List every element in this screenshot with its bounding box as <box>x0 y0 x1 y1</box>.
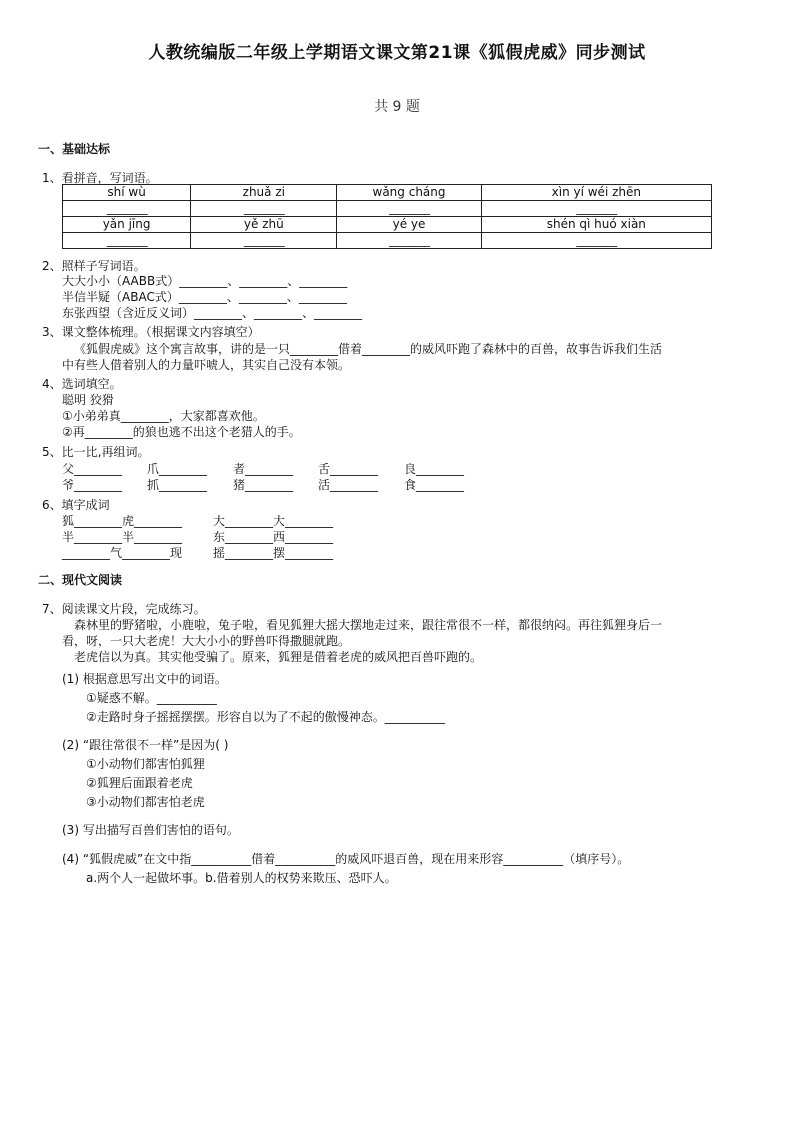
answer-blank[interactable]: ________ <box>337 201 481 217</box>
q7-sub1: (1) 根据意思写出文中的词语。 <box>62 672 227 686</box>
answer-blank[interactable]: ________ <box>63 201 191 217</box>
pinyin-row <box>63 217 712 233</box>
answer-blank[interactable]: ________ <box>191 201 337 217</box>
q2-line: 东张西望（含近反义词）________、________、________ <box>62 306 363 320</box>
q5-item: 活________ <box>318 478 379 492</box>
q6-item: 大________大________ <box>213 514 334 528</box>
question-count: 共 9 题 <box>374 99 420 115</box>
answer-blank[interactable]: ________ <box>481 233 711 249</box>
q5-item: 爷________ <box>62 478 123 492</box>
section-heading-basics: 一、基础达标 <box>38 142 111 156</box>
q6-item: 摇________摆________ <box>213 546 334 560</box>
q4-prompt: 4、选词填空。 <box>42 377 122 391</box>
q5-prompt: 5、比一比,再组词。 <box>42 445 150 459</box>
page-title: 人教统编版二年级上学期语文课文第21课《狐假虎威》同步测试 <box>148 43 646 63</box>
q6-item: 半________半________ <box>62 530 183 544</box>
q3-line: 中有些人借着别人的力量吓唬人，其实自己没有本领。 <box>62 358 351 372</box>
pinyin-cell: yǎn jīng <box>63 217 191 233</box>
pinyin-cell: xìn yí wéi zhēn <box>481 185 711 201</box>
q6-item: 东________西________ <box>213 530 334 544</box>
q6-prompt: 6、填字成词 <box>42 498 110 512</box>
q5-item: 抓________ <box>147 478 208 492</box>
answer-blank[interactable]: ________ <box>63 233 191 249</box>
q4-word-choices: 聪明 狡猾 <box>62 393 114 407</box>
q7-sub3: (3) 写出描写百兽们害怕的语句。 <box>62 823 239 837</box>
q3-prompt: 3、课文整体梳理。（根据课文内容填空） <box>42 325 260 339</box>
q7-passage: 森林里的野猪啦，小鹿啦，兔子啦，看见狐狸大摇大摆地走过来，跟往常很不一样，都很纳闷。再往狐狸身后一 <box>74 618 663 632</box>
q1-prompt: 1、看拼音，写词语。 <box>42 171 158 185</box>
q6-item: ________气________现 <box>62 546 183 560</box>
section-heading-reading: 二、现代文阅读 <box>38 573 123 587</box>
q5-item: 食________ <box>404 478 465 492</box>
answer-row <box>63 233 712 249</box>
q2-line: 半信半疑（ABAC式）________、________、________ <box>62 290 347 304</box>
q7-sub2: (2) “跟往常很不一样”是因为( ) <box>62 738 229 752</box>
q5-item: 父________ <box>62 462 123 476</box>
q4-line: ②再________的狼也逃不出这个老猎人的手。 <box>62 425 301 439</box>
q7-sub4-options: a.两个人一起做坏事。b.借着别人的权势来欺压、恐吓人。 <box>86 871 397 885</box>
q6-item: 狐________虎________ <box>62 514 183 528</box>
pinyin-row <box>63 185 712 201</box>
q3-line: 《狐假虎威》这个寓言故事，讲的是一只________借着________的威风吓跑了森林中的百兽，故事告诉我们生活 <box>74 342 663 356</box>
pinyin-cell: wǎng cháng <box>337 185 481 201</box>
q2-line: 大大小小（AABB式）________、________、________ <box>62 274 348 288</box>
q2-prompt: 2、照样子写词语。 <box>42 259 146 273</box>
q5-item: 良________ <box>404 462 465 476</box>
q4-line: ①小弟弟真________，大家都喜欢他。 <box>62 409 265 423</box>
pinyin-cell: yě zhū <box>191 217 337 233</box>
answer-blank[interactable]: ________ <box>481 201 711 217</box>
q5-item: 猪________ <box>233 478 294 492</box>
q7-sub2-option: ③小动物们都害怕老虎 <box>86 795 205 809</box>
q7-sub4: (4) “狐假虎威”在文中指__________借着__________的威风吓退百兽，现在用来形容__________（填序号）。 <box>62 852 630 866</box>
pinyin-cell: yé ye <box>337 217 481 233</box>
q7-sub2-option: ②狐狸后面跟着老虎 <box>86 776 193 790</box>
q7-passage: 看，呀，一只大老虎！大大小小的野兽吓得撒腿就跑。 <box>62 634 351 648</box>
answer-blank[interactable]: ________ <box>337 233 481 249</box>
answer-row <box>63 201 712 217</box>
answer-blank[interactable]: ________ <box>191 233 337 249</box>
q7-sub1-item: ②走路时身子摇摇摆摆。形容自以为了不起的傲慢神态。__________ <box>86 710 445 724</box>
q7-sub2-option: ①小动物们都害怕狐狸 <box>86 757 205 771</box>
q5-item: 爪________ <box>147 462 208 476</box>
pinyin-cell: shén qì huó xiàn <box>481 217 711 233</box>
q5-item: 舌________ <box>318 462 379 476</box>
pinyin-cell: zhuǎ zi <box>191 185 337 201</box>
q7-passage: 老虎信以为真。其实他受骗了。原来，狐狸是借着老虎的威风把百兽吓跑的。 <box>74 650 483 664</box>
q7-prompt: 7、阅读课文片段，完成练习。 <box>42 602 206 616</box>
pinyin-table <box>62 184 712 249</box>
pinyin-cell: shí wù <box>63 185 191 201</box>
q7-sub1-item: ①疑惑不解。__________ <box>86 691 217 705</box>
q5-item: 者________ <box>233 462 294 476</box>
